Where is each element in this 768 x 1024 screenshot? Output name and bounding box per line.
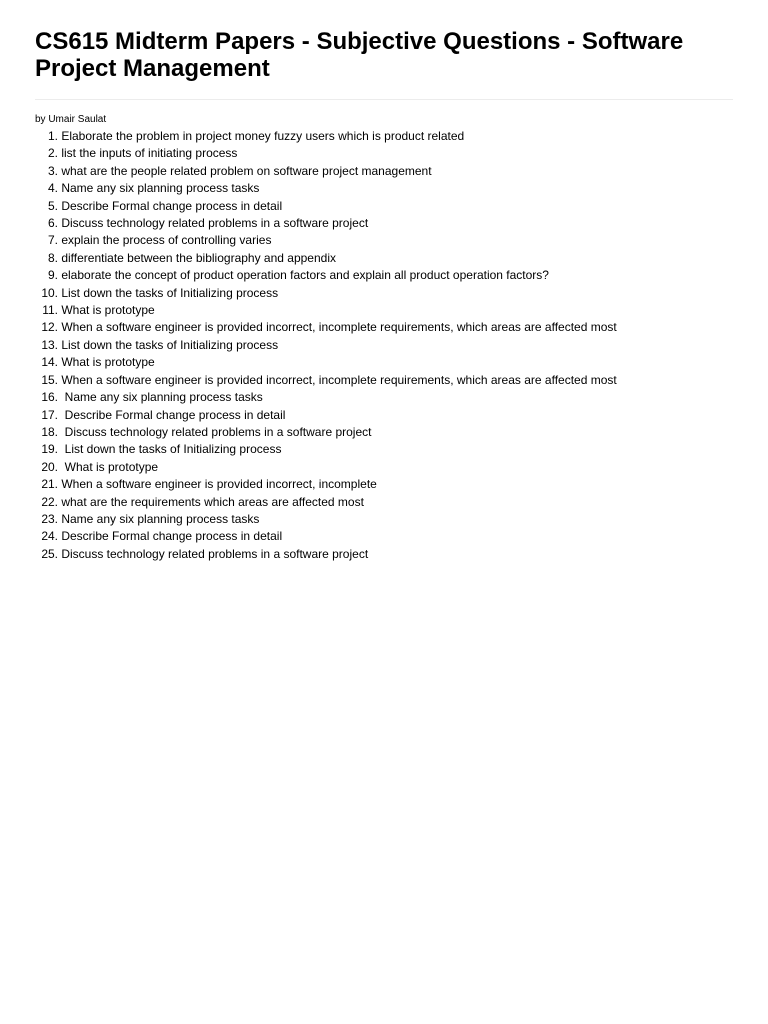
list-item (35, 528, 733, 545)
question-number: 22. (41, 494, 58, 509)
question-number: 8. (47, 250, 58, 265)
question-number: 12. (41, 320, 58, 335)
question-text: List down the tasks of Initializing process (58, 337, 279, 352)
question-text: Discuss technology related problems in a software project (58, 546, 369, 561)
question-text: elaborate the concept of product operation factors and explain all product operation factors? (58, 268, 549, 283)
author-byline: by Umair Saulat (35, 114, 107, 125)
list-item (35, 319, 733, 336)
list-item (35, 511, 733, 528)
question-text: What is prototype (58, 303, 155, 318)
question-number: 6. (47, 216, 58, 231)
question-number: 18. (41, 424, 58, 439)
question-number: 20. (41, 459, 58, 474)
question-number: 11. (42, 303, 58, 318)
list-item (35, 215, 733, 232)
question-text: list the inputs of initiating process (58, 146, 238, 161)
question-number: 24. (41, 529, 58, 544)
question-text: explain the process of controlling varies (58, 233, 272, 248)
question-number: 21. (41, 477, 58, 492)
question-text: Elaborate the problem in project money fuzzy users which is product related (58, 129, 465, 143)
list-item (35, 285, 733, 302)
question-text: what are the requirements which areas are affected most (58, 494, 364, 509)
question-text: When a software engineer is provided incorrect, incomplete requirements, which areas are affected most (58, 320, 617, 335)
question-number: 5. (47, 198, 58, 213)
page-title: CS615 Midterm Papers - Subjective Questions - Software Project Management (35, 28, 684, 82)
list-item (35, 267, 733, 284)
question-number: 13. (41, 337, 58, 352)
list-item (35, 424, 733, 441)
question-number: 9. (47, 268, 58, 283)
list-item (35, 250, 733, 267)
question-text: Describe Formal change process in detail (58, 529, 283, 544)
list-item (35, 302, 733, 319)
question-number: 16. (41, 390, 58, 405)
question-text: List down the tasks of Initializing process (58, 285, 279, 300)
title-divider (35, 99, 733, 100)
question-number: 1. (47, 129, 58, 143)
list-item (35, 372, 733, 389)
list-item (35, 163, 733, 180)
question-text: List down the tasks of Initializing process (58, 442, 282, 457)
list-item (35, 337, 733, 354)
question-number: 10. (41, 285, 58, 300)
question-list (35, 128, 733, 563)
question-number: 3. (47, 163, 58, 178)
list-item (35, 407, 733, 424)
list-item (35, 441, 733, 458)
list-item (35, 128, 733, 145)
question-number: 23. (41, 511, 58, 526)
question-number: 7. (47, 233, 58, 248)
list-item (35, 354, 733, 371)
question-number: 19. (41, 442, 58, 457)
question-text: Describe Formal change process in detail (58, 407, 286, 422)
list-item (35, 476, 733, 493)
list-item (35, 546, 733, 563)
question-text: Name any six planning process tasks (58, 181, 260, 196)
question-text: differentiate between the bibliography and appendix (58, 250, 336, 265)
question-text: Name any six planning process tasks (58, 390, 263, 405)
list-item (35, 389, 733, 406)
question-text: What is prototype (58, 355, 155, 370)
question-text: What is prototype (58, 459, 159, 474)
question-number: 14. (41, 355, 58, 370)
question-text: Discuss technology related problems in a software project (58, 424, 372, 439)
question-text: When a software engineer is provided incorrect, incomplete (58, 477, 377, 492)
question-text: Describe Formal change process in detail (58, 198, 283, 213)
question-text: Name any six planning process tasks (58, 511, 260, 526)
question-number: 15. (41, 372, 58, 387)
question-text: Discuss technology related problems in a software project (58, 216, 369, 231)
document-page (35, 28, 733, 563)
list-item (35, 198, 733, 215)
question-number: 25. (41, 546, 58, 561)
question-text: When a software engineer is provided incorrect, incomplete requirements, which areas are affected most (58, 372, 617, 387)
question-text: what are the people related problem on software project management (58, 163, 432, 178)
list-item (35, 145, 733, 162)
list-item (35, 494, 733, 511)
question-number: 4. (47, 181, 58, 196)
list-item (35, 232, 733, 249)
question-number: 2. (47, 146, 58, 161)
question-number: 17. (41, 407, 58, 422)
list-item (35, 459, 733, 476)
list-item (35, 180, 733, 197)
